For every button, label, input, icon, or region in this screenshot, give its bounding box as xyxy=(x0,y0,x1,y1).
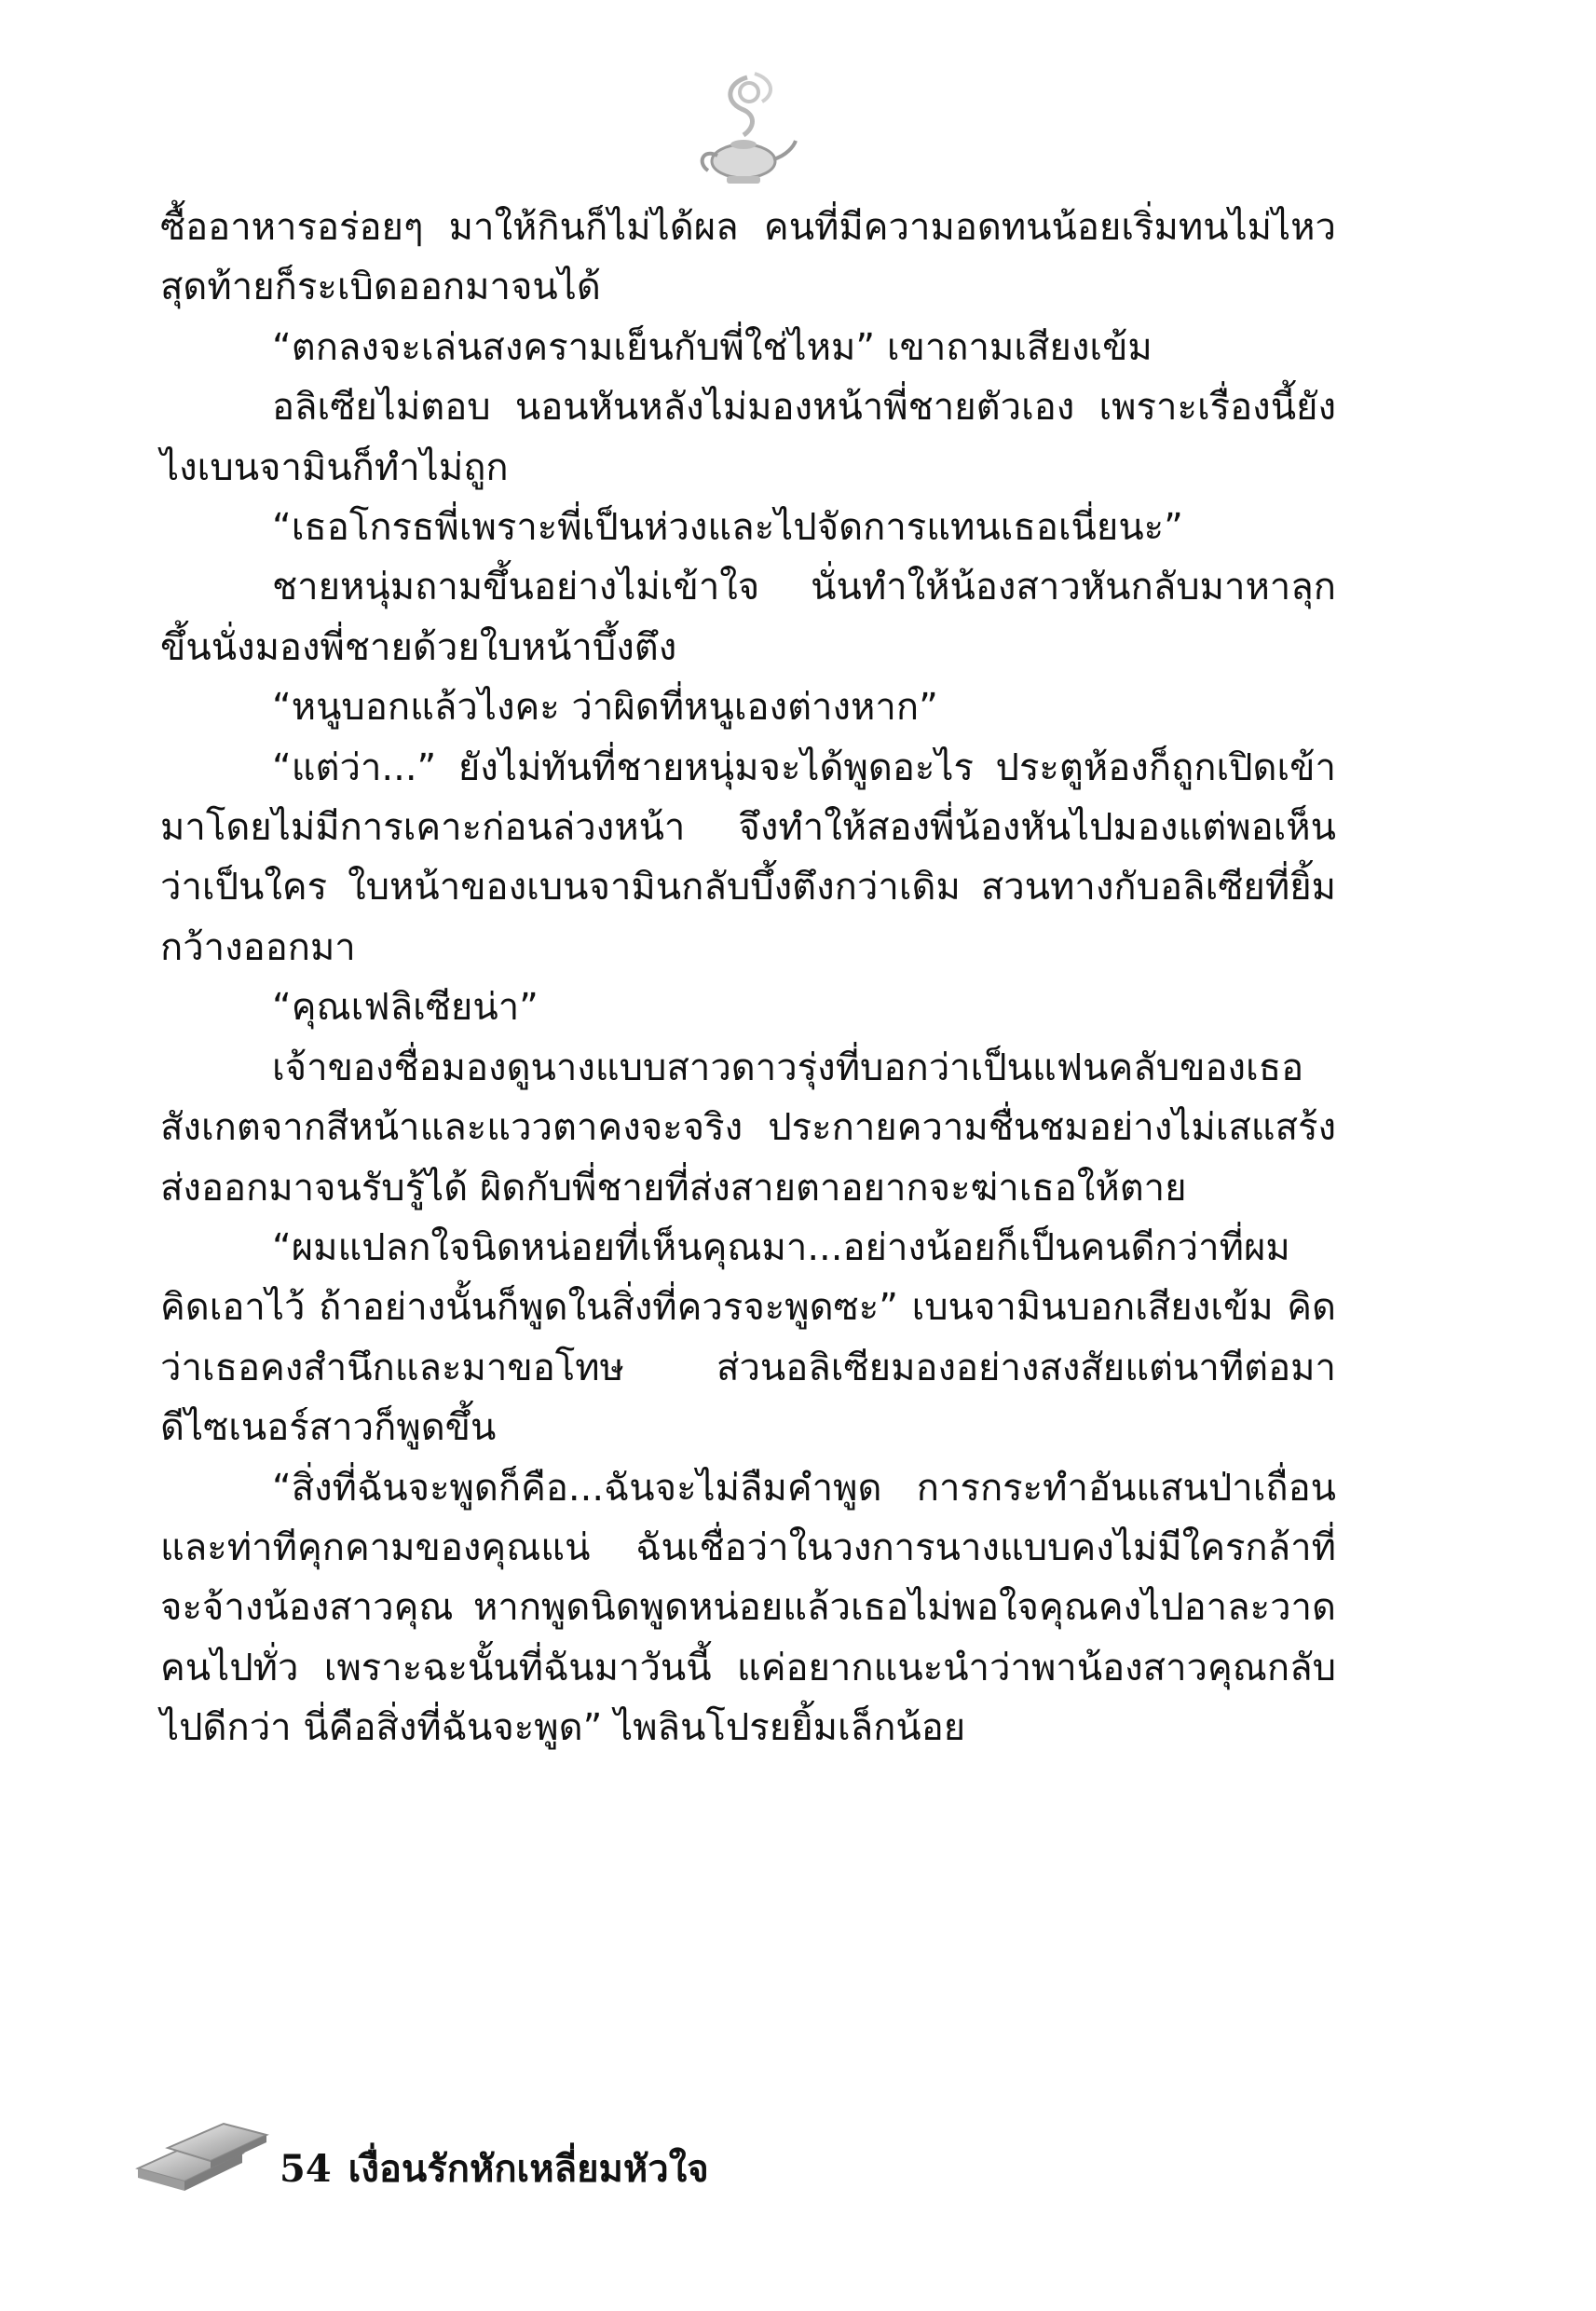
paragraph-3: อลิเซียไม่ตอบ นอนหันหลังไม่มองหน้าพี่ชายตัวเอง เพราะเรื่องนี้ยังไงเบนจามินก็ทำไม่ถูก xyxy=(160,386,1336,489)
footer-text xyxy=(280,2139,709,2198)
story-body xyxy=(160,198,1336,1758)
paragraph-8: “คุณเฟลิเซียน่า” xyxy=(272,986,539,1030)
page-footer xyxy=(130,2111,783,2195)
paragraph-10: “ผมแปลกใจนิดหน่อยที่เห็นคุณมา...อย่างน้อยก็เป็นคนดีกว่าที่ผมคิดเอาไว้ ถ้าอย่างนั้นก็พูดในสิ่งที่ควรจะพูดซะ” เบนจามินบอกเสียงเข้ม คิดว่าเธอคงสำนึกและมาขอโทษ ส่วนอลิเซียมองอย่างสงสัยแต่นาทีต่อมาดีไซเนอร์สาวก็พูดขึ้น xyxy=(160,1225,1336,1450)
page-number: 54 xyxy=(280,2147,332,2191)
paragraph-5: ชายหนุ่มถามขึ้นอย่างไม่เข้าใจ นั่นทำให้น้องสาวหันกลับมาหาลุกขึ้นนั่งมองพี่ชายด้วยใบหน้าบึ้งตึง xyxy=(160,566,1336,669)
paragraph-9: เจ้าของชื่อมองดูนางแบบสาวดาวรุ่งที่บอกว่าเป็นแฟนคลับของเธอสังเกตจากสีหน้าและแววตาคงจะจริง ประกายความชื่นชมอย่างไม่เสแสร้งส่งออกมาจนรับรู้ได้ ผิดกับพี่ชายที่ส่งสายตาอยากจะฆ่าเธอให้ตาย xyxy=(160,1046,1336,1210)
paragraph-1: ซื้ออาหารอร่อยๆ มาให้กินก็ไม่ได้ผล คนที่มีความอดทนน้อยเริ่มทนไม่ไหว สุดท้ายก็ระเบิดออกมาจนได้ xyxy=(160,206,1336,309)
paragraph-4: “เธอโกรธพี่เพราะพี่เป็นห่วงและไปจัดการแทนเธอเนี่ยนะ” xyxy=(272,506,1183,550)
paragraph-2: “ตกลงจะเล่นสงครามเย็นกับพี่ใช่ไหม” เขาถามเสียงเข้ม xyxy=(272,325,1153,369)
silver-bars-icon xyxy=(130,2111,280,2195)
paragraph-7: “แต่ว่า...” ยังไม่ทันที่ชายหนุ่มจะได้พูดอะไร ประตูห้องก็ถูกเปิดเข้ามาโดยไม่มีการเคาะก่อนล่วงหน้า จึงทำให้สองพี่น้องหันไปมองแต่พอเห็นว่าเป็นใคร ใบหน้าของเบนจามินกลับบึ้งตึงกว่าเดิม สวนทางกับอลิเซียที่ยิ้มกว้างออกมา xyxy=(160,745,1336,969)
paragraph-6: “หนูบอกแล้วไงคะ ว่าผิดที่หนูเองต่างหาก” xyxy=(272,686,938,730)
book-title: เงื่อนรักหักเหลี่ยมหัวใจ xyxy=(348,2147,709,2191)
teapot-genie-icon xyxy=(689,70,801,200)
paragraph-11: “สิ่งที่ฉันจะพูดก็คือ...ฉันจะไม่ลืมคำพูด การกระทำอันแสนป่าเถื่อน และท่าทีคุกคามของคุณแน่ ฉันเชื่อว่าในวงการนางแบบคงไม่มีใครกล้าที่จะจ้างน้องสาวคุณ หากพูดนิดพูดหน่อยแล้วเธอไม่พอใจคุณคงไปอาละวาดคนไปทั่ว เพราะฉะนั้นที่ฉันมาวันนี้ แค่อยากแนะนำว่าพาน้องสาวคุณกลับไปดีกว่า นี่คือสิ่งที่ฉันจะพูด” ไพลินโปรยยิ้มเล็กน้อย xyxy=(160,1466,1336,1750)
